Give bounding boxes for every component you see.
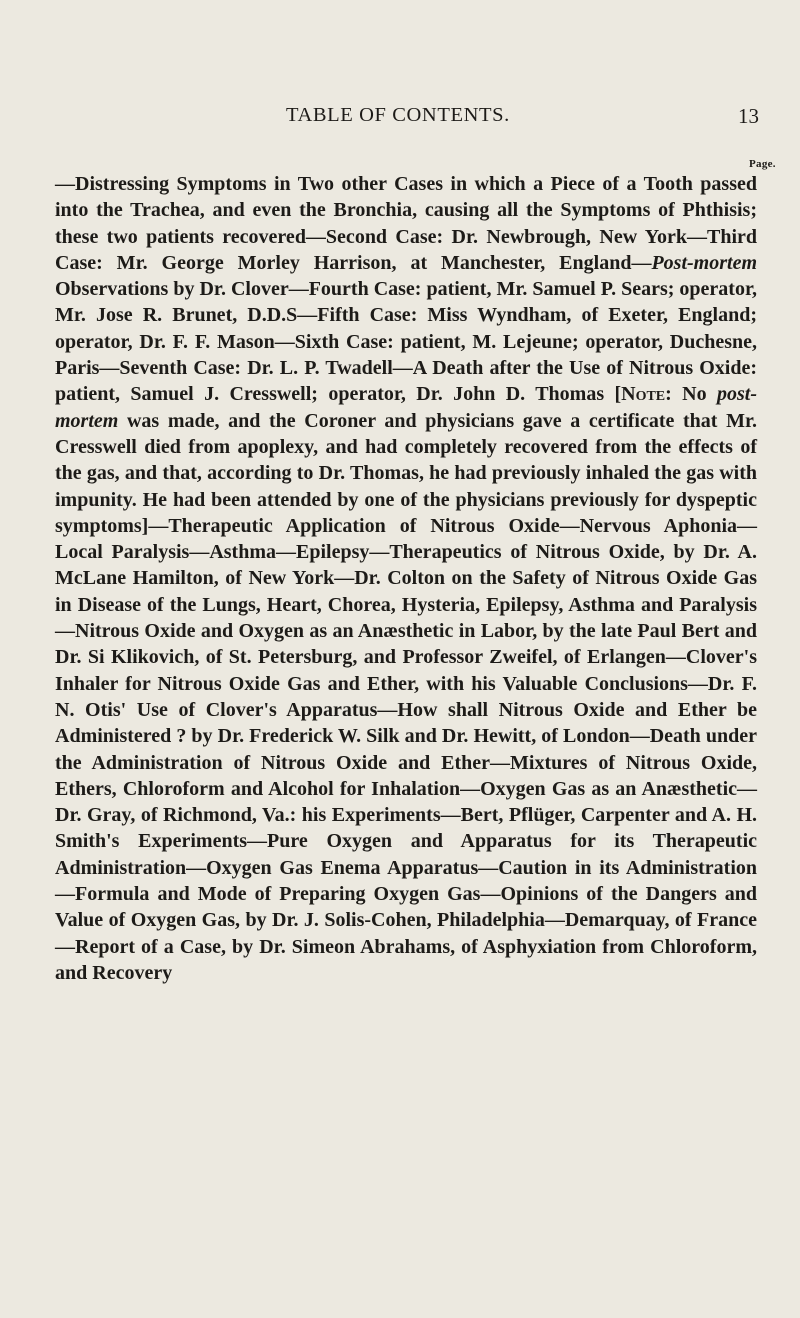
entry-text-part-1: —Distressing Symptoms in Two other Cases in which a Piece of a Tooth passed into the Trachea, and even the Bronchia, causing all the Symptoms of Phthisis; these two patients recovered—Second Case: Dr. Newbrough, New York—Third Case: Mr. George Morley Harrison, at Manchester, England— (55, 173, 757, 274)
entry-italic-post-mortem-2: post-mortem (55, 383, 758, 432)
page-column-label: Page. (749, 158, 776, 170)
entry-text-part-3: : No (665, 383, 718, 406)
page-number: 13 (738, 104, 759, 128)
running-title: TABLE OF CONTENTS. (286, 104, 510, 126)
note-label: Note (621, 383, 666, 406)
entry-italic-post-mortem: Post-mortem (651, 251, 757, 274)
entry-text-part-2: Observations by Dr. Clover—Fourth Case: patient, Mr. Samuel P. Sears; operator, Mr. Jose R. Brunet, D.D.S—Fifth Case: Miss Wyndham, of Exeter, England; operator, Dr. F. F. Mason—Sixth Case: patient, M. Lejeune; operator, Duchesne, Paris—Seventh Case: Dr. L. P. Twadell—A Death after the Use of Nitrous Oxide: patient, Samuel J. Cresswell; operator, Dr. John D. Thomas [ (55, 278, 758, 406)
running-head (0, 104, 800, 134)
entry-text-part-4: was made, and the Coroner and physicians gave a certificate that Mr. Cresswell died from apoplexy, and had completely recovered from the effects of the gas, and that, according to Dr. Thomas, he had previously inhaled the gas with impunity. He had been attended by one of the physicians previously for dyspeptic symptoms]—Therapeutic Application of Nitrous Oxide—Nervous Aphonia—Local Paralysis—Asthma—Epilepsy—Therapeutics of Nitrous Oxide, by Dr. A. McLane Hamilton, of New York—Dr. Colton on the Safety of Nitrous Oxide Gas in Disease of the Lungs, Heart, Chorea, Hysteria, Epilepsy, Asthma and Paralysis—Nitrous Oxide and Oxygen as an Anæsthetic in Labor, by the late Paul Bert and Dr. Si Klikovich, of St. Petersburg, and Professor Zweifel, of Erlangen—Clover's Inhaler for Nitrous Oxide Gas and Ether, with his Valuable Conclusions—Dr. F. N. Otis' Use of Clover's Apparatus—How shall Nitrous Oxide and Ether be Administered ? by Dr. Frederick W. Silk and Dr. Hewitt, of London—Death under the Administration of Nitrous Oxide and Ether—Mixtures of Nitrous Oxide, Ethers, Chloroform and Alcohol for Inhalation—Oxygen Gas as an Anæsthetic—Dr. Gray, of Richmond, Va.: his Experiments—Bert, Pflüger, Carpenter and A. H. Smith's Experiments—Pure Oxygen and Apparatus for its Therapeutic Administration—Oxygen Gas Enema Apparatus—Caution in its Administration—Formula and Mode of Preparing Oxygen Gas—Opinions of the Dangers and Value of Oxygen Gas, by Dr. J. Solis-Cohen, Philadelphia—Demarquay, of France—Report of a Case, by Dr. Simeon Abrahams, of Asphyxiation from Chloroform, and Recovery (55, 409, 757, 984)
contents-entry (55, 171, 757, 986)
